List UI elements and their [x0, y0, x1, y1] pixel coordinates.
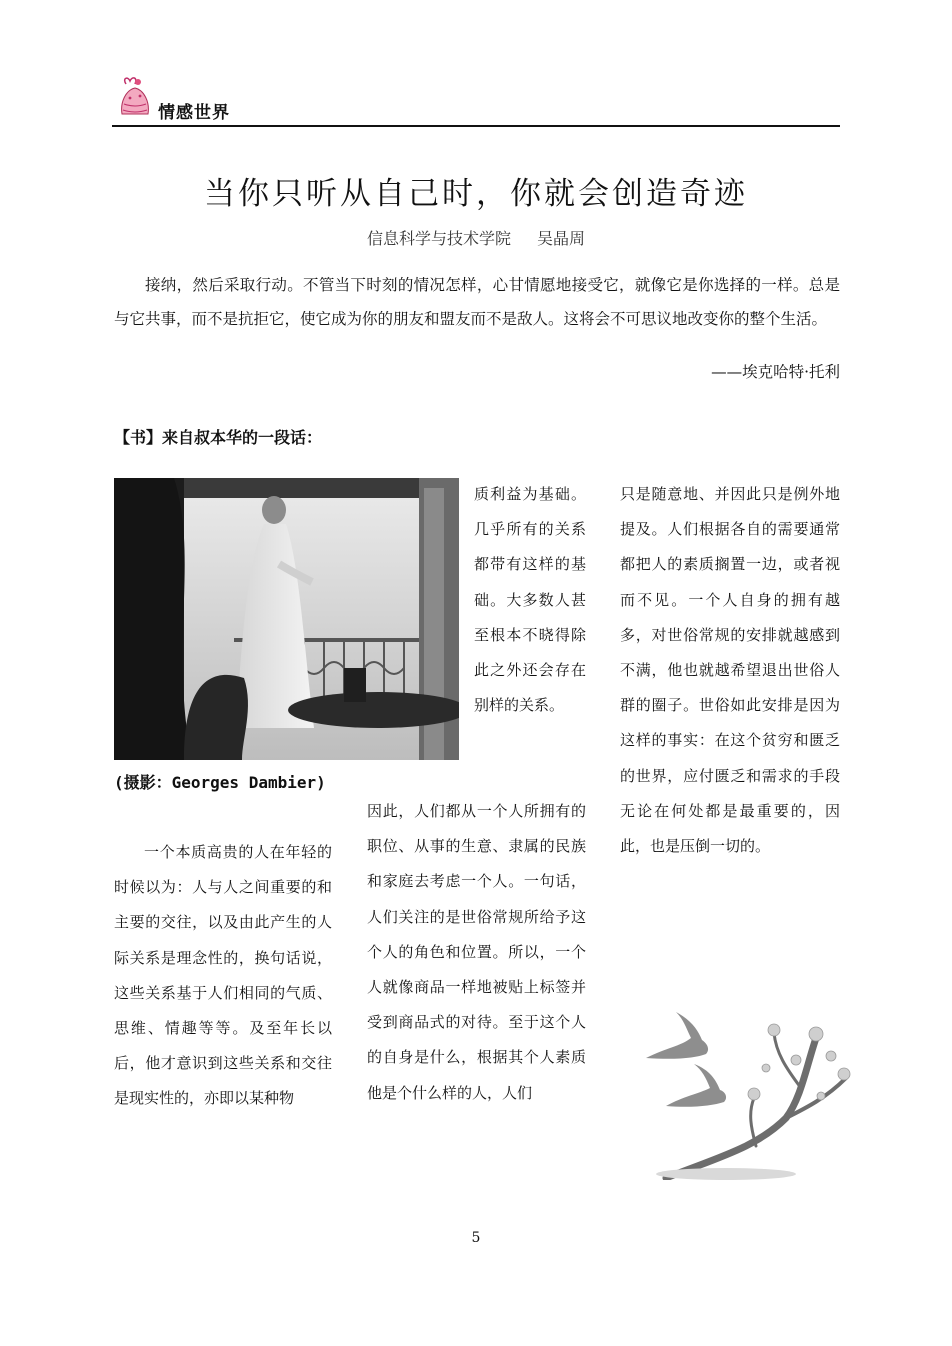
body-column-2: 因此，人们都从一个人所拥有的职位、从事的生意、隶属的民族和家庭去考虑一个人。一句话，人们关注的是世俗常规所给予这个人的角色和位置。所以，一个人就像商品一样地被贴上标签并受到商品式的对待。至于这个人的自身是什么，根据其个人素质他是个什么样的人，人们: [367, 802, 586, 1102]
section-logo-icon: [116, 74, 154, 118]
photo-caption: (摄影：Georges Dambier): [114, 773, 326, 792]
page-number: 5: [471, 1230, 481, 1246]
article-title: 当你只听从自己时，你就会创造奇迹: [204, 176, 748, 212]
section-title: 情感世界: [158, 103, 230, 123]
epigraph-attribution: ——埃克哈特·托利: [711, 363, 840, 381]
photo-woman-at-window: [114, 478, 459, 760]
byline-author: 吴晶周: [537, 229, 586, 248]
header-divider: [112, 125, 840, 127]
byline-department: 信息科学与技术学院: [366, 229, 511, 248]
byline: [112, 226, 840, 249]
epigraph-text: 接纳，然后采取行动。不管当下时刻的情况怎样，心甘情愿地接受它，就像它是你选择的一样。总是与它共事，而不是抗拒它，使它成为你的朋友和盟友而不是敌人。这将会不可思议地改变你的整个生活。: [114, 276, 840, 328]
swallows-blossom-illustration: [636, 1008, 851, 1180]
body-column-2-top: 质利益为基础。几乎所有的关系都带有这样的基础。大多数人甚至根本不晓得除此之外还会存在别样的关系。: [474, 485, 586, 715]
body-column-1: 一个本质高贵的人在年轻的时候以为：人与人之间重要的和主要的交往，以及由此产生的人际关系是理念性的，换句话说，这些关系基于人们相同的气质、思维、情趣等等。及至年长以后，他才意识到这些关系和交往是现实性的，亦即以某种物: [114, 843, 332, 1108]
section-heading: 【书】来自叔本华的一段话：: [114, 428, 323, 447]
body-column-3: 只是随意地、并因此只是例外地提及。人们根据各自的需要通常都把人的素质搁置一边，或者视而不见。一个人自身的拥有越多，对世俗常规的安排就越感到不满，他也就越希望退出世俗人群的圈子。世俗如此安排是因为这样的事实：在这个贫穷和匮乏的世界，应付匮乏和需求的手段无论在何处都是最重要的，因此，也是压倒一切的。: [620, 485, 840, 856]
